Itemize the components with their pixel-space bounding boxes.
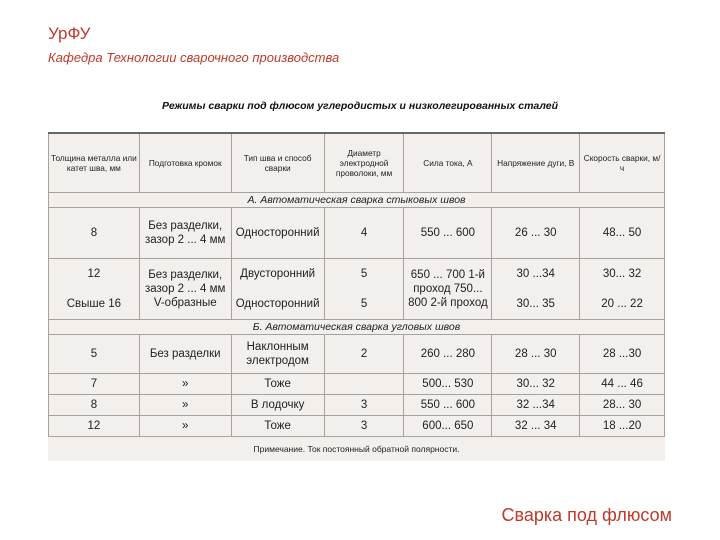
section-row xyxy=(49,193,665,208)
cell-value: 12 xyxy=(87,268,101,280)
welding-modes-table xyxy=(48,132,665,461)
section-row xyxy=(49,320,665,335)
cell-value: 30... 35 xyxy=(516,298,555,310)
table-cell: Без разделки xyxy=(139,335,231,374)
header-cell: Толщина металла или катет шва, мм xyxy=(49,133,140,193)
table-cell xyxy=(231,259,324,320)
table-cell: Односторонний xyxy=(231,208,324,259)
header-cell: Подготовка кромок xyxy=(139,133,231,193)
table-cell: 260 ... 280 xyxy=(404,335,492,374)
table-cell: 44 ... 46 xyxy=(580,374,665,395)
table-cell xyxy=(580,259,665,320)
table-cell xyxy=(49,259,140,320)
table-row xyxy=(49,335,665,374)
table-cell: Наклонным электродом xyxy=(231,335,324,374)
table-cell: 28 ...30 xyxy=(580,335,665,374)
cell-value: 5 xyxy=(360,298,368,310)
table-cell xyxy=(324,259,404,320)
table-cell: 30... 32 xyxy=(492,374,580,395)
table-cell xyxy=(324,374,404,395)
table-cell: 48... 50 xyxy=(580,208,665,259)
table-cell: Без разделки, зазор 2 ... 4 мм V-образные xyxy=(139,259,231,320)
section-b-title: Б. Автоматическая сварка угловых швов xyxy=(49,320,665,335)
header-cell: Диаметр электродной проволоки, мм xyxy=(324,133,404,193)
table-cell: 32 ...34 xyxy=(492,395,580,416)
table-cell: Тоже xyxy=(231,374,324,395)
table-cell: В лодочку xyxy=(231,395,324,416)
table-title: Режимы сварки под флюсом углеродистых и низколегированных сталей xyxy=(161,100,559,112)
table-cell: 18 ...20 xyxy=(580,416,665,437)
table-row xyxy=(49,395,665,416)
header-cell: Скорость сварки, м/ч xyxy=(580,133,665,193)
table-cell: Без разделки, зазор 2 ... 4 мм xyxy=(139,208,231,259)
table-cell: 8 xyxy=(49,395,140,416)
table-cell: 500... 530 xyxy=(404,374,492,395)
table-cell: 550 ... 600 xyxy=(404,395,492,416)
footer-caption: Сварка под флюсом xyxy=(501,505,672,525)
department-name: Кафедра Технологии сварочного производства xyxy=(48,50,340,65)
table-row xyxy=(49,208,665,259)
cell-value: Двусторонний xyxy=(240,268,316,280)
note-row xyxy=(49,437,665,462)
cell-value: Односторонний xyxy=(235,298,320,310)
header-row xyxy=(49,133,665,193)
table-cell: » xyxy=(139,395,231,416)
table-cell: 12 xyxy=(49,416,140,437)
cell-value: 30... 32 xyxy=(602,268,642,280)
header-cell: Сила тока, А xyxy=(404,133,492,193)
table-cell: 32 ... 34 xyxy=(492,416,580,437)
table-cell: 5 xyxy=(49,335,140,374)
table-cell: 28 ... 30 xyxy=(492,335,580,374)
table-cell: 3 xyxy=(324,416,404,437)
cell-value: 20 ... 22 xyxy=(601,298,643,310)
table-row xyxy=(49,416,665,437)
table-cell: 600... 650 xyxy=(404,416,492,437)
cell-value: 30 ...34 xyxy=(516,268,555,280)
header-cell: Напряжение дуги, В xyxy=(492,133,580,193)
table-cell: 7 xyxy=(49,374,140,395)
table-cell: » xyxy=(139,374,231,395)
section-a-title: А. Автоматическая сварка стыковых швов xyxy=(49,193,665,208)
org-name: УрФУ xyxy=(48,24,91,43)
table-cell: 3 xyxy=(324,395,404,416)
table-cell: » xyxy=(139,416,231,437)
table-row xyxy=(49,374,665,395)
table-cell: 26 ... 30 xyxy=(492,208,580,259)
table-cell: 2 xyxy=(324,335,404,374)
table-cell: 8 xyxy=(49,208,140,259)
table-cell: 28... 30 xyxy=(580,395,665,416)
table-cell: 550 ... 600 xyxy=(404,208,492,259)
header-cell: Тип шва и способ сварки xyxy=(231,133,324,193)
cell-value: Свыше 16 xyxy=(66,298,122,310)
table-cell xyxy=(492,259,580,320)
table-cell: Тоже xyxy=(231,416,324,437)
cell-value: 5 xyxy=(360,268,368,280)
table-cell: 4 xyxy=(324,208,404,259)
table-note: Примечание. Ток постоянный обратной полярности. xyxy=(49,437,665,462)
table-cell: 650 ... 700 1-й проход 750... 800 2-й проход xyxy=(404,259,492,320)
table-row xyxy=(49,259,665,320)
